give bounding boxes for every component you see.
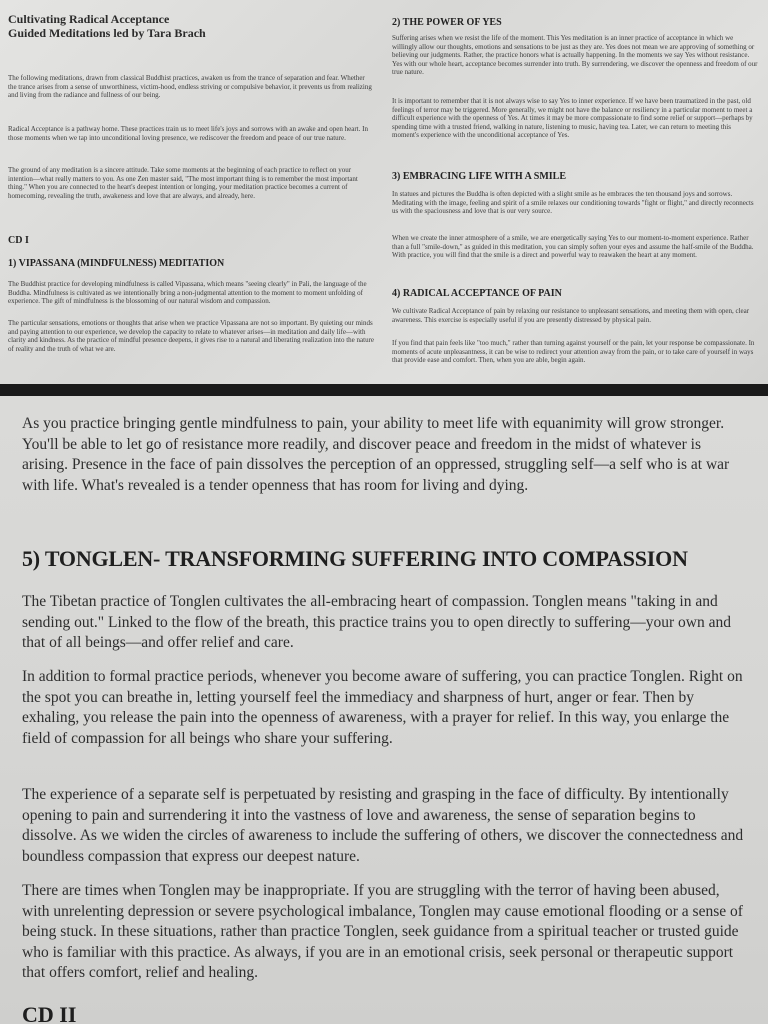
section5-paragraph-1: The Tibetan practice of Tonglen cultivates the all-embracing heart of compassion. Tonglen means "taking in and sending out." Linked to the flow of the breath, this practice trains you to open directly to suffering—your own and that of all beings—and offer relief and care. (22, 593, 731, 651)
section1-heading: 1) VIPASSANA (MINDFULNESS) MEDITATION (8, 258, 225, 269)
document-subtitle: Guided Meditations led by Tara Brach (8, 26, 206, 40)
section5-paragraph-2: In addition to formal practice periods, whenever you become aware of suffering, you can practice Tonglen. Right on the spot you can breathe in, letting yourself feel the immediacy and sharpness of hurt, anger or fear. Then by exhaling, you release the pain into the openness of awareness, with a prayer for relief. In this way, you enlarge the field of compassion for all beings who share your suffering. (22, 668, 743, 747)
section3-paragraph-2: When we create the inner atmosphere of a smile, we are energetically saying Yes to our moment-to-moment experience. Rather than a full "smile-down," as guided in this meditation, you can simply soften your eyes and assume the half-smile of the Buddha. With practice, you will find that the smile is a direct and powerful way to reawaken the heart at any moment. (392, 234, 754, 260)
section2-paragraph-2: It is important to remember that it is not always wise to say Yes to inner experience. If we have been traumatized in the past, old feelings of terror may be triggered. More generally, we might not have the balance or resiliency in a particular moment to meet a difficult experience with the openness of Yes. At times it may be more compassionate to find some relief or support—perhaps by spending time with a trusted friend, walking in nature, listening to music, having tea. Later, we can return to meeting this moment's experience with the unconditional acceptance of Yes. (392, 97, 753, 140)
section4-heading: 4) RADICAL ACCEPTANCE OF PAIN (392, 288, 562, 299)
section4-paragraph-2: If you find that pain feels like "too much," rather than turning against yourself or the pain, let your response be compassionate. In moments of acute unpleasantness, it can be wise to redirect your attention away from the pain, or to take care of yourself in ways that provide ease and comfort. Then, when you are able, begin again. (392, 339, 755, 365)
section2-paragraph-1: Suffering arises when we resist the life of the moment. This Yes meditation is an inner practice of acceptance in which we willingly allow our thoughts, emotions and sensations to be just as they are. Yes does not mean we are approving of something or believing our judgments. Rather, the practice honors what is actually happening. In the moments we say Yes without resistance. Yes with our whole heart, acceptance becomes surrender into truth. By surrendering, we discover the openness and freedom of our true nature. (392, 34, 758, 77)
intro-paragraph-2: Radical Acceptance is a pathway home. These practices train us to meet life's joys and sorrows with an awake and open heart. In those moments when we tap into unconditional loving presence, we rediscover the freedom and peace of our true nature. (8, 125, 368, 142)
intro-paragraph-1: The following meditations, drawn from classical Buddhist practices, awaken us from the trance of separation and fear. Whether the trance arises from a sense of unworthiness, victim-hood, endless striving or compulsive behavior, it prevents us from realizing and living from the radiance and fullness of our being. (8, 74, 372, 100)
section1-paragraph-2: The particular sensations, emotions or thoughts that arise when we practice Vipassana are not so important. By quieting our minds and paying attention to our experience, we develop the capacity to relate to whatever arises—in meditation and daily life—with clarity and kindness. As the practice of mindful presence deepens, it gives rise to a natural and liberating realization into the nature of reality and the truth of what we are. (8, 319, 375, 353)
section2-heading: 2) THE POWER OF YES (392, 17, 502, 28)
section4-paragraph-1: We cultivate Radical Acceptance of pain by relaxing our resistance to unpleasant sensations, and meeting them with open, clear awareness. This exercise is especially useful if you are presently distressed by physical pain. (392, 307, 750, 324)
intro-paragraph-3: The ground of any meditation is a sincere attitude. Take some moments at the beginning of each practice to reflect on your intention—what really matters to you. As one Zen master said, "The most important thing is to remember the most important thing." When you are connected to the heart's deepest intention or longing, your meditation practice becomes a current of homecoming, revealing the truth, awakeness and love that are always, and already, here. (8, 166, 358, 200)
section5-paragraph-3: The experience of a separate self is perpetuated by resisting and grasping in the face of difficulty. By intentionally opening to pain and surrendering it into the vastness of love and awareness, the sense of separation begins to dissolve. As we widen the circles of awareness to include the suffering of others, we discover the connectedness and boundless compassion that express our deepest nature. (22, 786, 744, 865)
section5-paragraph-4: There are times when Tonglen may be inappropriate. If you are struggling with the terror of having been abused, with unrelenting depression or severe psychological imbalance, Tonglen may cause emotional flooding or a sense of being stuck. In these situations, rather than practice Tonglen, seek guidance from a spiritual teacher or trusted guide who is familiar with this practice. As always, if you are in an emotional crisis, seek personal or therapeutic support that offers comfort, relief and healing. (22, 882, 743, 981)
document-title: Cultivating Radical Acceptance (8, 12, 170, 26)
cd2-label: CD II (22, 1002, 77, 1024)
section3-heading: 3) EMBRACING LIFE WITH A SMILE (392, 171, 567, 182)
top-page-scan (0, 0, 768, 384)
bottom-page-scan (0, 396, 768, 1024)
section1-paragraph-1: The Buddhist practice for developing mindfulness is called Vipassana, which means "seeing clearly" in Pali, the language of the Buddha. Mindfulness is cultivated as we intentionally bring a non-judgmental attention to the moment to moment unfolding of experience. The gift of mindfulness is the blossoming of our natural wisdom and compassion. (8, 280, 367, 306)
cd1-label: CD I (8, 235, 29, 246)
section3-paragraph-1: In statues and pictures the Buddha is often depicted with a slight smile as he embraces the ten thousand joys and sorrows. Meditating with the image, feeling and spirit of a smile relaxes our conditioning towards "fight or flight," and directly reconnects us with the spaciousness and love that is our very source. (392, 190, 754, 216)
section5-heading: 5) TONGLEN- TRANSFORMING SUFFERING INTO COMPASSION (22, 546, 688, 571)
pain-continuation-paragraph: As you practice bringing gentle mindfulness to pain, your ability to meet life with equanimity will grow stronger. You'll be able to let go of resistance more readily, and discover peace and freedom in the midst of whatever is arising. Presence in the face of pain dissolves the perception of an oppressed, struggling self—a self who is at war with life. What's revealed is a tender openness that has room for living and dying. (22, 415, 730, 494)
